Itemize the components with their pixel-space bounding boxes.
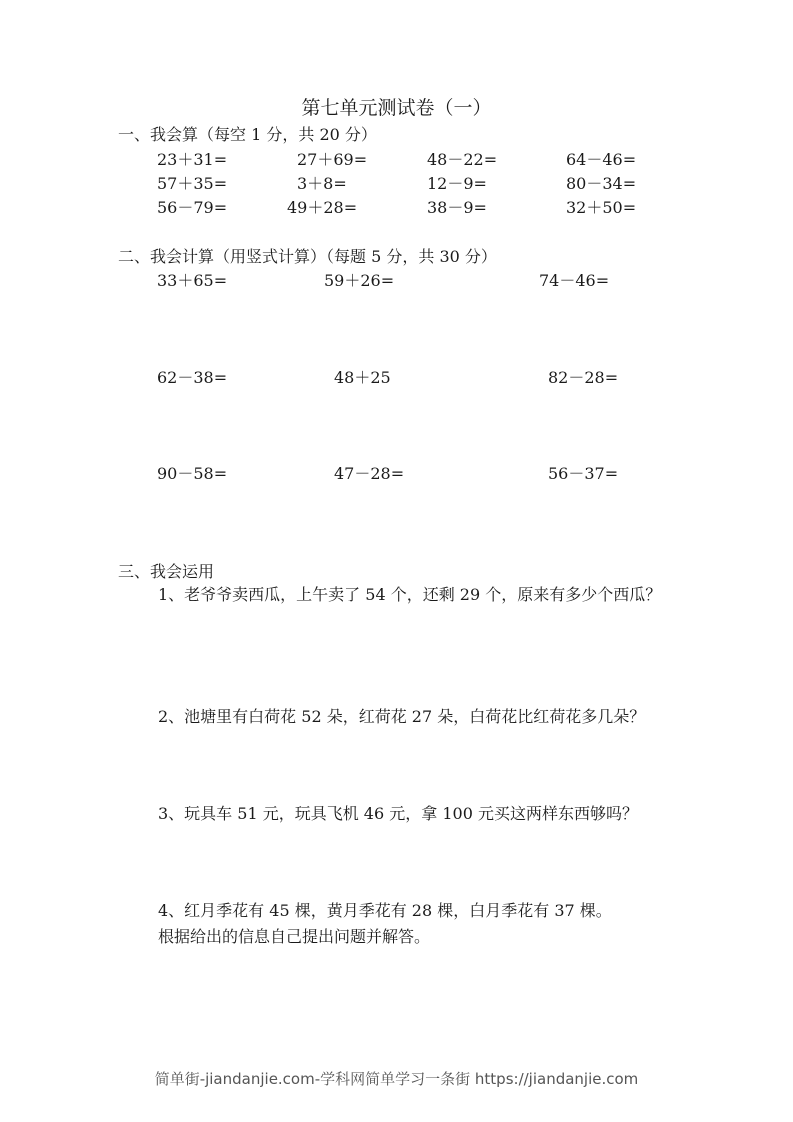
equation: 82－28= xyxy=(548,368,619,387)
equation: 56－79= xyxy=(157,198,228,217)
equation: 48＋25 xyxy=(334,368,391,387)
equation: 62－38= xyxy=(157,368,228,387)
word-problem-4-line-1: 4、红月季花有 45 棵，黄月季花有 28 棵，白月季花有 37 棵。 xyxy=(158,901,612,920)
equation: 59＋26= xyxy=(324,271,395,290)
footer-watermark: 简单街-jiandanjie.com-学科网简单学习一条街 https://jiandanjie.com xyxy=(154,1070,639,1088)
equation: 57＋35= xyxy=(157,174,228,193)
word-problem-4-line-2: 根据给出的信息自己提出问题并解答。 xyxy=(158,927,431,946)
word-problem-1: 1、老爷爷卖西瓜，上午卖了 54 个，还剩 29 个，原来有多少个西瓜？ xyxy=(158,585,662,604)
section-2-heading: 二、我会计算（用竖式计算）（每题 5 分，共 30 分） xyxy=(118,247,497,266)
equation: 56－37= xyxy=(548,464,619,483)
equation: 38－9= xyxy=(427,198,487,217)
section-1-heading: 一、我会算（每空 1 分，共 20 分） xyxy=(118,125,377,144)
equation: 27＋69= xyxy=(297,150,368,169)
equation: 32＋50= xyxy=(566,198,637,217)
equation: 49＋28= xyxy=(287,198,358,217)
equation: 3＋8= xyxy=(297,174,347,193)
word-problem-2: 2、池塘里有白荷花 52 朵，红荷花 27 朵，白荷花比红荷花多几朵？ xyxy=(158,707,646,726)
equation: 64－46= xyxy=(566,150,637,169)
equation: 74－46= xyxy=(539,271,610,290)
equation: 80－34= xyxy=(566,174,637,193)
equation: 33＋65= xyxy=(157,271,228,290)
equation: 90－58= xyxy=(157,464,228,483)
page-title: 第七单元测试卷（一） xyxy=(301,97,492,119)
equation: 23＋31= xyxy=(157,150,228,169)
equation: 48－22= xyxy=(427,150,498,169)
word-problem-3: 3、玩具车 51 元，玩具飞机 46 元，拿 100 元买这两样东西够吗？ xyxy=(158,804,638,823)
equation: 12－9= xyxy=(427,174,487,193)
section-3-heading: 三、我会运用 xyxy=(118,562,215,581)
equation: 47－28= xyxy=(334,464,405,483)
